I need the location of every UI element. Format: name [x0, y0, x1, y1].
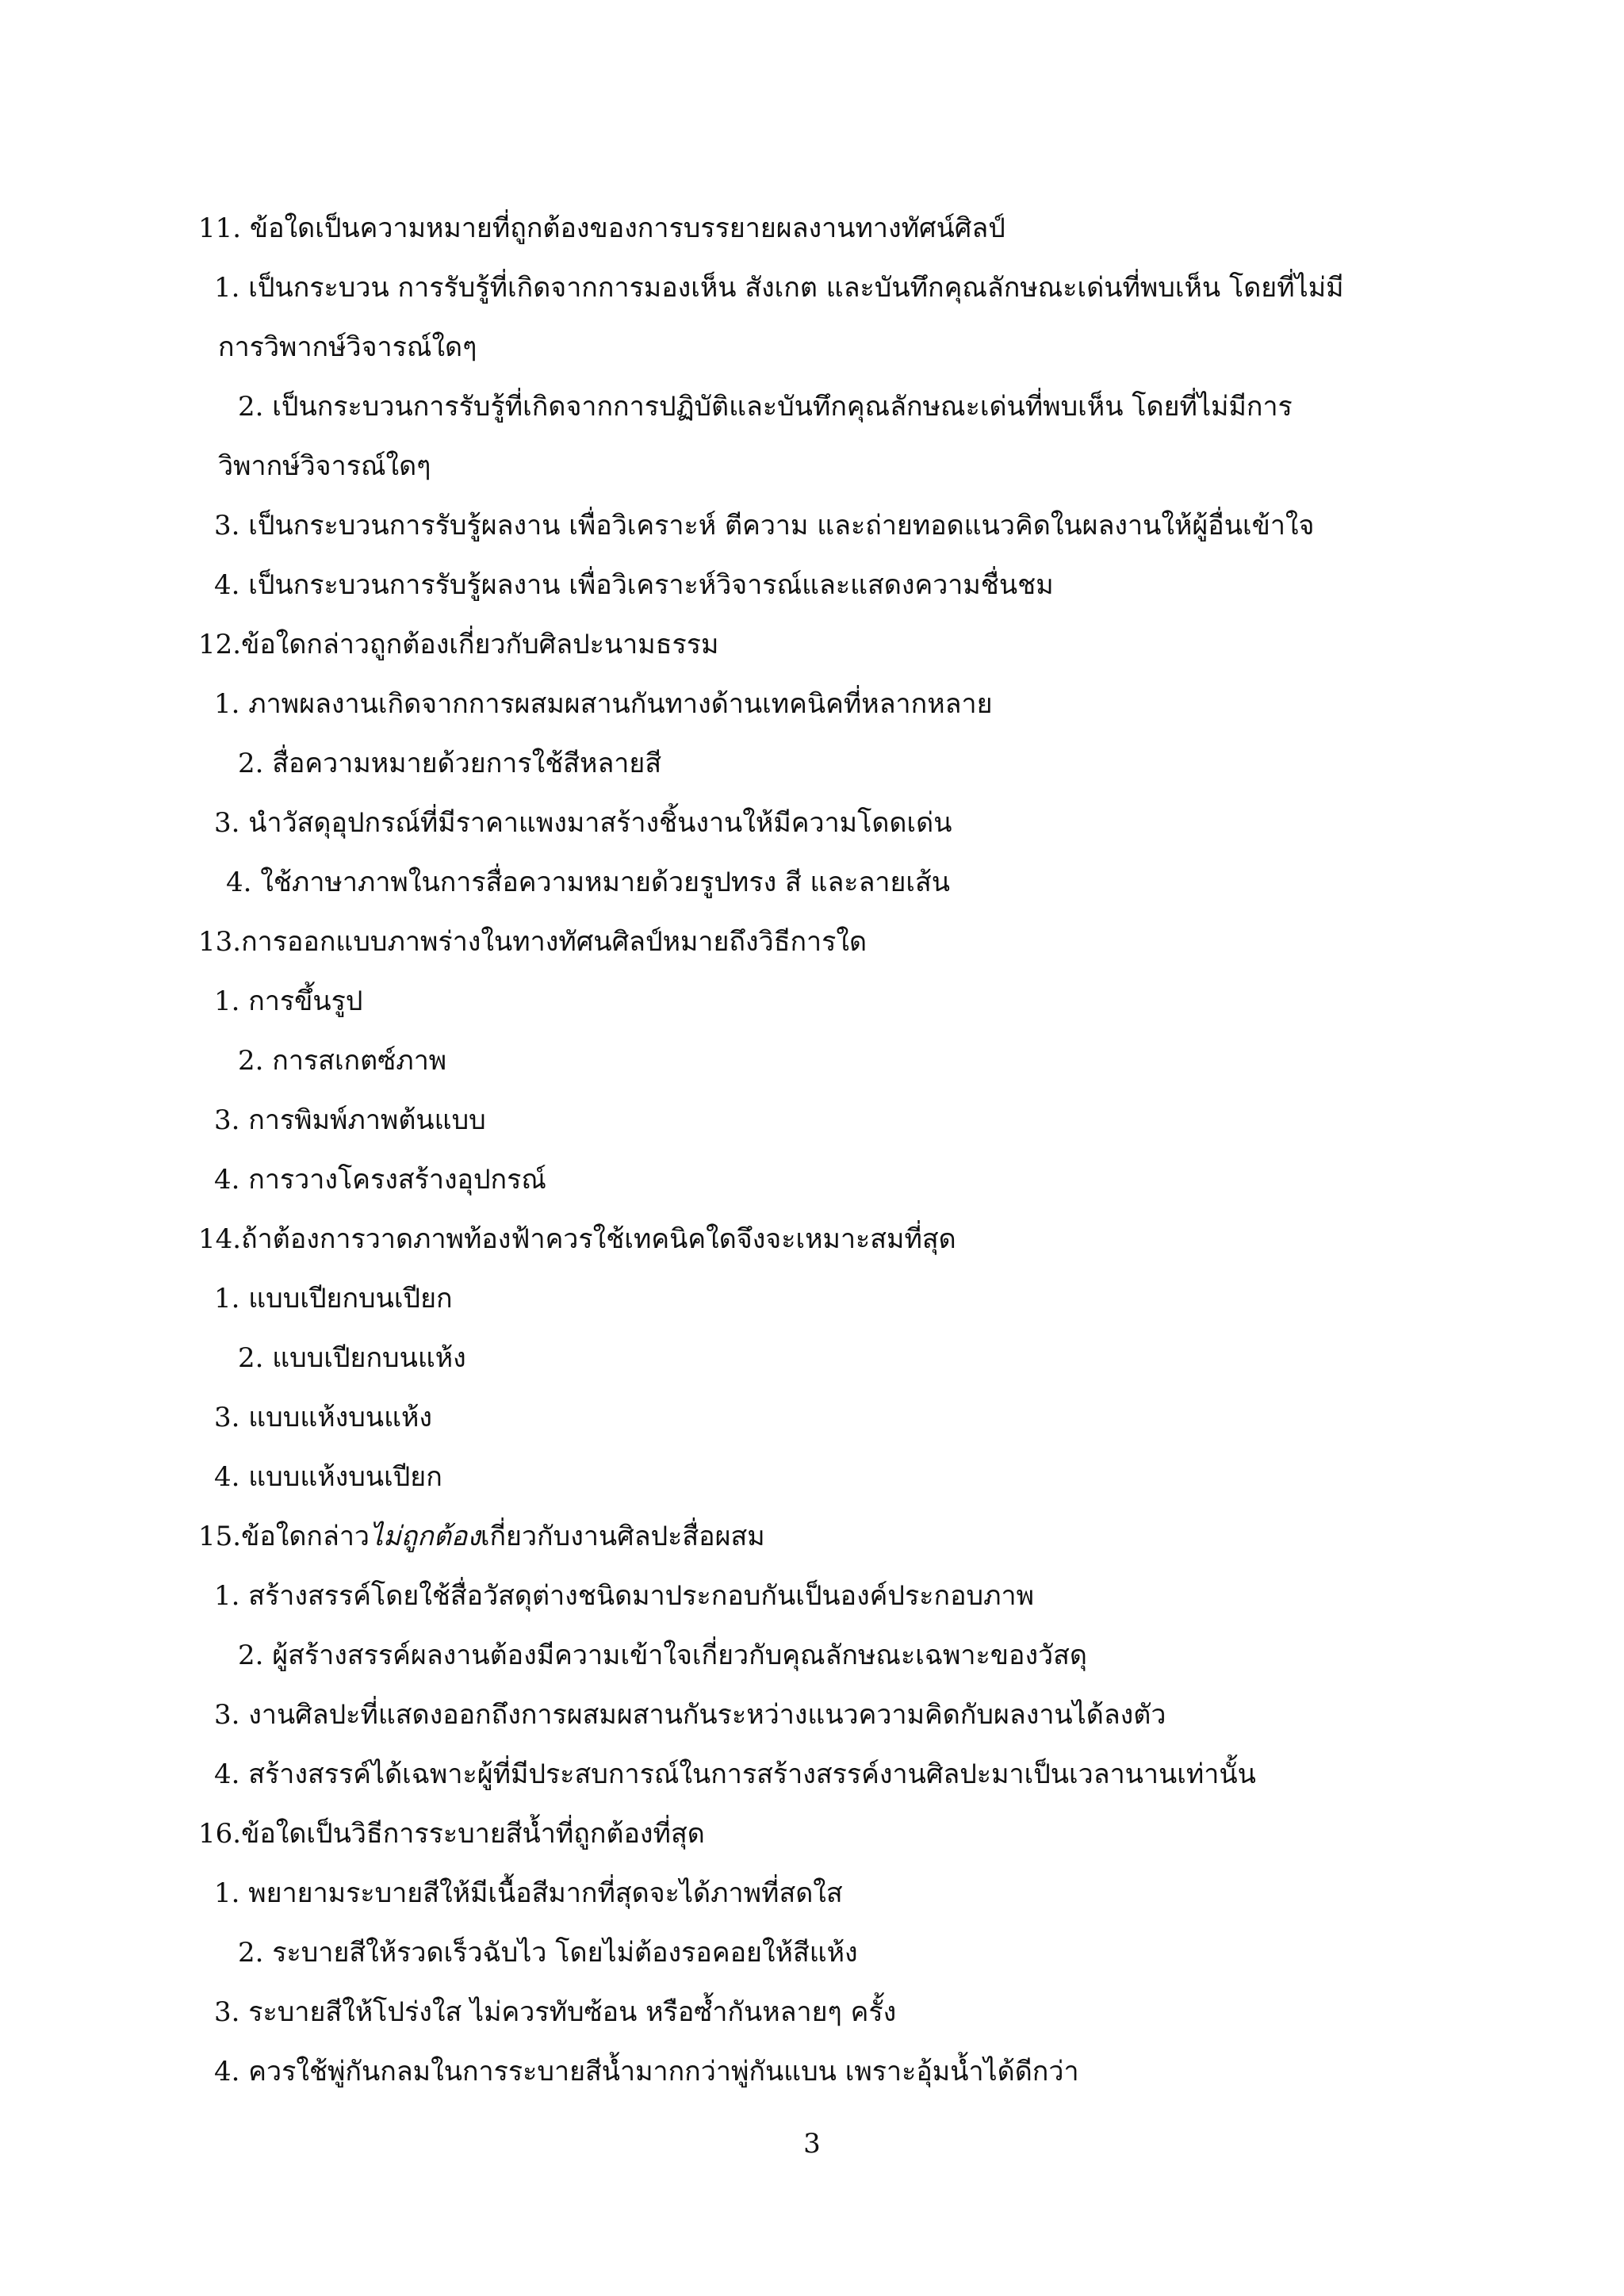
question-14-option-3: 3. แบบแห้งบนแห้ง	[214, 1402, 433, 1433]
question-14-option-1: 1. แบบเปียกบนเปียก	[214, 1283, 453, 1314]
question-11: 11. ข้อใดเป็นความหมายที่ถูกต้องของการบรรยายผลงานทางทัศน์ศิลป์	[198, 212, 1005, 244]
question-14: 14.ถ้าต้องการวาดภาพท้องฟ้าควรใช้เทคนิคใดจึงจะเหมาะสมที่สุด	[198, 1223, 956, 1255]
page-number: 3	[803, 2128, 821, 2160]
question-16-option-4: 4. ควรใช้พู่กันกลมในการระบายสีน้ำมากกว่าพู่กันแบน เพราะอุ้มน้ำได้ดีกว่า	[214, 2056, 1079, 2087]
question-16-option-1: 1. พยายามระบายสีให้มีเนื้อสีมากที่สุดจะได้ภาพที่สดใส	[214, 1877, 843, 1909]
question-13-option-3: 3. การพิมพ์ภาพต้นแบบ	[214, 1104, 486, 1136]
question-14-option-4: 4. แบบแห้งบนเปียก	[214, 1461, 442, 1493]
question-11-option-3: 3. เป็นกระบวนการรับรู้ผลงาน เพื่อวิเคราะห์ ตีความ และถ่ายทอดแนวคิดในผลงานให้ผู้อื่นเข้าใจ	[214, 510, 1315, 541]
question-16: 16.ข้อใดเป็นวิธีการระบายสีน้ำที่ถูกต้องที่สุด	[198, 1818, 705, 1850]
question-12-option-3: 3. นำวัสดุอุปกรณ์ที่มีราคาแพงมาสร้างชิ้นงานให้มีความโดดเด่น	[214, 807, 952, 839]
question-11-option-2: 2. เป็นกระบวนการรับรู้ที่เกิดจากการปฏิบัติและบันทึกคุณลักษณะเด่นที่พบเห็น โดยที่ไม่มีการ	[238, 391, 1293, 423]
question-12-option-4: 4. ใช้ภาษาภาพในการสื่อความหมายด้วยรูปทรง สี และลายเส้น	[226, 867, 951, 898]
question-13-option-1: 1. การขึ้นรูป	[214, 985, 363, 1017]
question-15-option-3: 3. งานศิลปะที่แสดงออกถึงการผสมผสานกันระหว่างแนวความคิดกับผลงานได้ลงตัว	[214, 1699, 1166, 1731]
question-16-option-2: 2. ระบายสีให้รวดเร็วฉับไว โดยไม่ต้องรอคอยให้สีแห้ง	[238, 1937, 858, 1969]
question-11-option-1: 1. เป็นกระบวน การรับรู้ที่เกิดจากการมองเห็น สังเกต และบันทึกคุณลักษณะเด่นที่พบเห็น โดยที่ไม่มี	[214, 272, 1344, 304]
question-13: 13.การออกแบบภาพร่างในทางทัศนศิลป์หมายถึงวิธีการใด	[198, 926, 868, 958]
question-15	[198, 1517, 765, 1556]
question-15-option-1: 1. สร้างสรรค์โดยใช้สื่อวัสดุต่างชนิดมาประกอบกันเป็นองค์ประกอบภาพ	[214, 1580, 1035, 1612]
question-15-option-4: 4. สร้างสรรค์ได้เฉพาะผู้ที่มีประสบการณ์ในการสร้างสรรค์งานศิลปะมาเป็นเวลานานเท่านั้น	[214, 1758, 1256, 1790]
question-11-option-2-continuation: วิพากษ์วิจารณ์ใดๆ	[218, 450, 431, 482]
question-15-option-2: 2. ผู้สร้างสรรค์ผลงานต้องมีความเข้าใจเกี่ยวกับคุณลักษณะเฉพาะของวัสดุ	[238, 1640, 1087, 1671]
question-15-emphasis: ไม่ถูกต้อง	[370, 1521, 481, 1552]
question-16-option-3: 3. ระบายสีให้โปร่งใส ไม่ควรทับซ้อน หรือซ้ำกันหลายๆ ครั้ง	[214, 1996, 897, 2028]
question-15-suffix: เกี่ยวกับงานศิลปะสื่อผสม	[480, 1521, 765, 1552]
question-11-option-4: 4. เป็นกระบวนการรับรู้ผลงาน เพื่อวิเคราะห์วิจารณ์และแสดงความชื่นชม	[214, 569, 1054, 601]
question-12-option-2: 2. สื่อความหมายด้วยการใช้สีหลายสี	[238, 748, 662, 779]
question-11-option-1-continuation: การวิพากษ์วิจารณ์ใดๆ	[218, 331, 477, 363]
question-12: 12.ข้อใดกล่าวถูกต้องเกี่ยวกับศิลปะนามธรรม	[198, 629, 719, 660]
question-13-option-2: 2. การสเกตซ์ภาพ	[238, 1045, 447, 1077]
question-14-option-2: 2. แบบเปียกบนแห้ง	[238, 1342, 466, 1374]
question-15-prefix: 15.ข้อใดกล่าว	[198, 1521, 370, 1552]
question-12-option-1: 1. ภาพผลงานเกิดจากการผสมผสานกันทางด้านเทคนิคที่หลากหลาย	[214, 688, 993, 720]
question-13-option-4: 4. การวางโครงสร้างอุปกรณ์	[214, 1164, 546, 1196]
